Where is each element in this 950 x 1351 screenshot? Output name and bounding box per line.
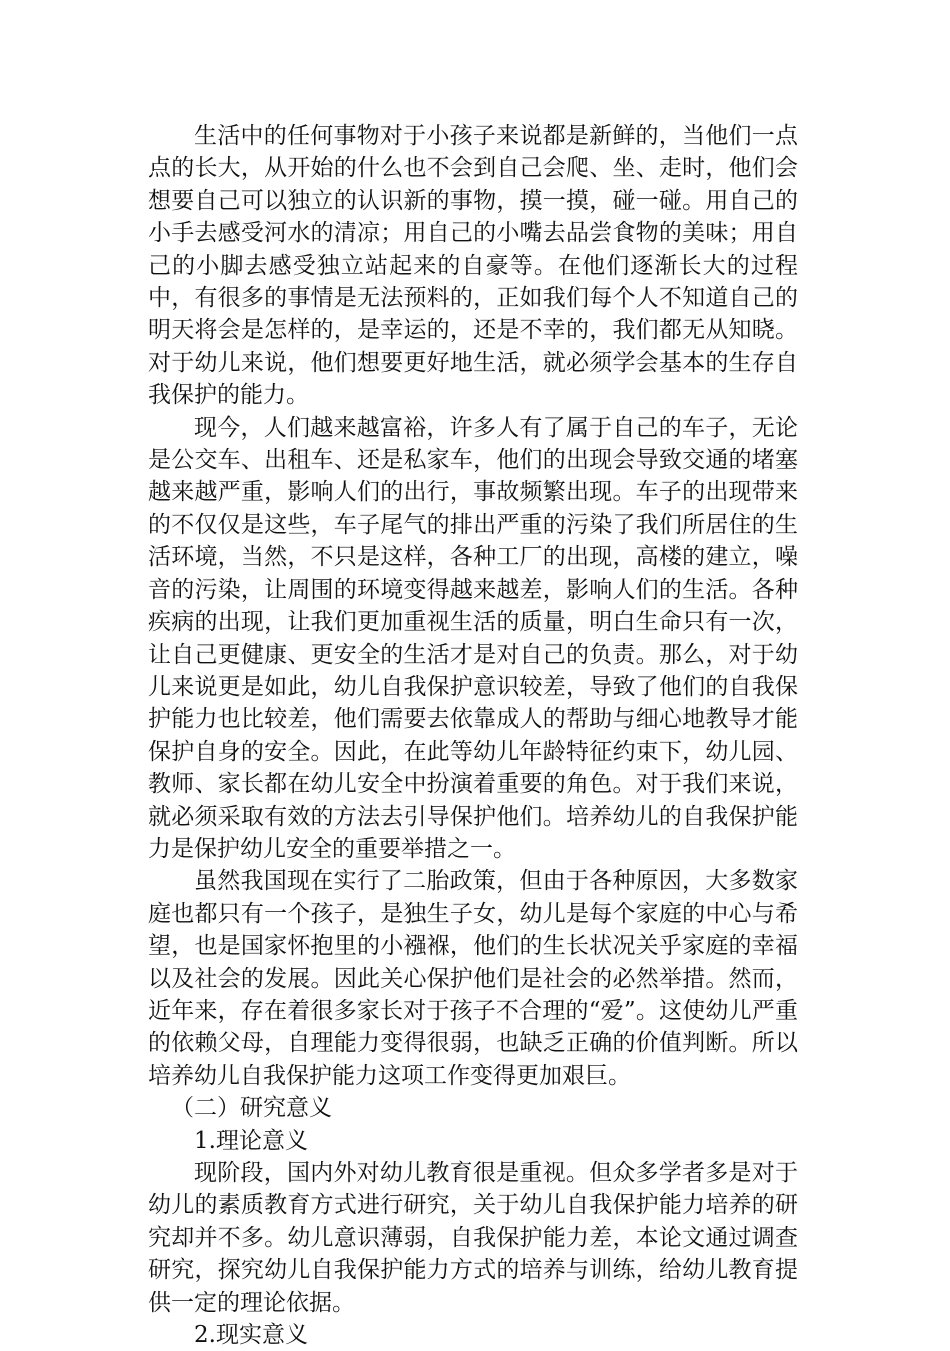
document-body xyxy=(148,120,798,1351)
paragraph-curiosity: 生活中的任何事物对于小孩子来说都是新鲜的，当他们一点点的长大，从开始的什么也不会到自己会爬、坐、走时，他们会想要自己可以独立的认识新的事物，摸一摸，碰一碰。用自己的小手去感受河水的清凉；用自己的小嘴去品尝食物的美味；用自己的小脚去感受独立站起来的自豪等。在他们逐渐长大的过程中，有很多的事情是无法预料的，正如我们每个人不知道自己的明天将会是怎样的，是幸运的，还是不幸的，我们都无从知晓。对于幼儿来说，他们想要更好地生活，就必须学会基本的生存自我保护的能力。 xyxy=(148,123,798,409)
paragraph-theoretical: 现阶段，国内外对幼儿教育很是重视。但众多学者多是对于幼儿的素质教育方式进行研究，关于幼儿自我保护能力培养的研究却并不多。幼儿意识薄弱，自我保护能力差，本论文通过调查研究，探究幼儿自我保护能力方式的培养与训练，给幼儿教育提供一定的理论依据。 xyxy=(148,1160,798,1316)
subheading-theoretical-significance: 1.理论意义 xyxy=(194,1127,308,1154)
paragraph-environment: 现今，人们越来越富裕，许多人有了属于自己的车子，无论是公交车、出租车、还是私家车，他们的出现会导致交通的堵塞越来越严重，影响人们的出行，事故频繁出现。车子的出现带来的不仅仅是这些，车子尾气的排出严重的污染了我们所居住的生活环境，当然，不只是这样，各种工厂的出现，高楼的建立，噪音的污染，让周围的环境变得越来越差，影响人们的生活。各种疾病的出现，让我们更加重视生活的质量，明白生命只有一次，让自己更健康、更安全的生活才是对自己的负责。那么，对于幼儿来说更是如此，幼儿自我保护意识较差，导致了他们的自我保护能力也比较差，他们需要去依靠成人的帮助与细心地教导才能保护自身的安全。因此，在此等幼儿年龄特征约束下，幼儿园、教师、家长都在幼儿安全中扮演着重要的角色。对于我们来说，就必须采取有效的方法去引导保护他们。培养幼儿的自我保护能力是保护幼儿安全的重要举措之一。 xyxy=(148,414,798,862)
section-heading-research-significance: （二）研究意义 xyxy=(171,1095,332,1122)
subheading-practical-significance: 2.现实意义 xyxy=(194,1322,308,1349)
paragraph-family: 虽然我国现在实行了二胎政策，但由于各种原因，大多数家庭也都只有一个孩子，是独生子女，幼儿是每个家庭的中心与希望，也是国家怀抱里的小襁褓，他们的生长状况关乎家庭的幸福以及社会的发展。因此关心保护他们是社会的必然举措。然而，近年来，存在着很多家长对于孩子不合理的“爱”。这使幼儿严重的依赖父母，自理能力变得很弱，也缺乏正确的价值判断。所以培养幼儿自我保护能力这项工作变得更加艰巨。 xyxy=(148,868,798,1089)
